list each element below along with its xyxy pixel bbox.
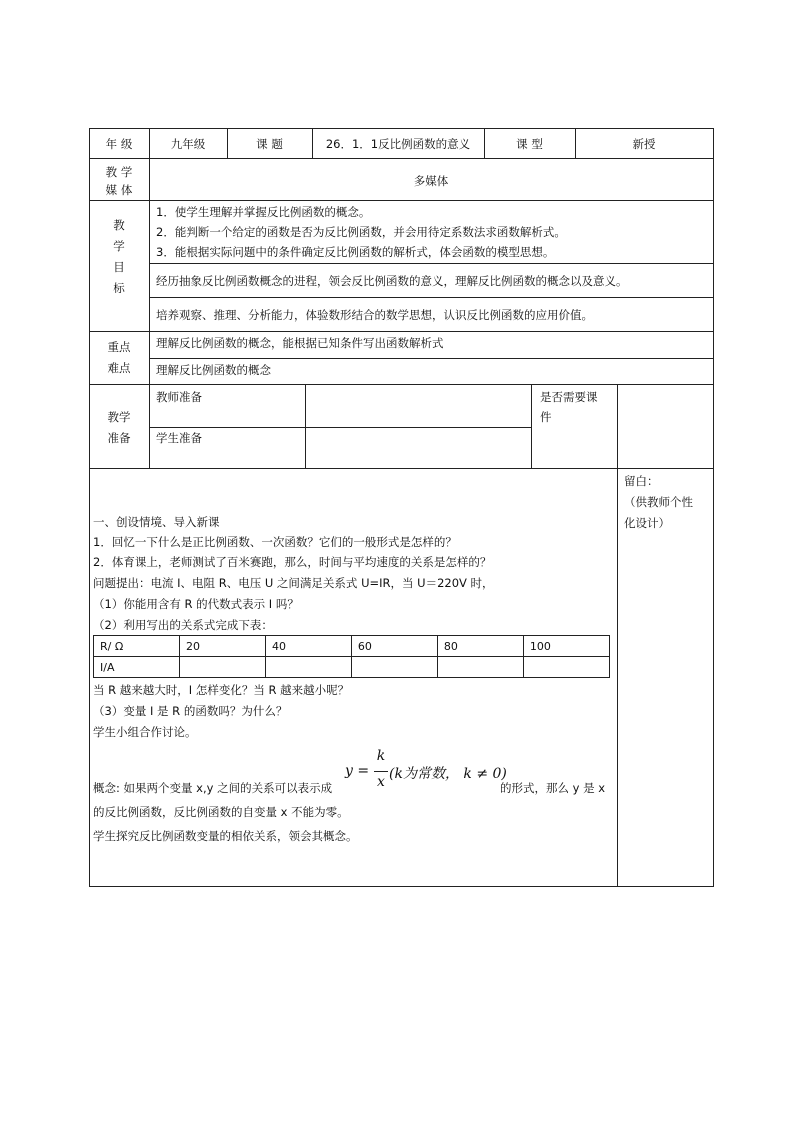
concept-text: 的反比例函数，反比例函数的自变量 x 不能为零。 (93, 805, 349, 819)
rule (89, 200, 714, 201)
key-point: 理解反比例函数的概念，能根据已知条件写出函数解析式 (156, 336, 444, 350)
sub-question-3: （3）变量 I 是 R 的函数吗？为什么？ (93, 704, 288, 718)
type-label: 课 型 (516, 137, 543, 151)
formula-condition: (k为常数， k ≠ 0) (389, 766, 507, 782)
grade-label: 年 级 (105, 137, 133, 151)
goal-process: 经历抽象反比例函数概念的进程，领会反比例函数的意义，理解反比例函数的概念以及意义。 (156, 274, 628, 288)
goal-attitude: 培养观察、推理、分析能力，体验数形结合的数学思想，认识反比例函数的应用价值。 (156, 308, 593, 322)
rule (89, 468, 714, 469)
table-cell (437, 657, 523, 678)
formula-numerator: k (376, 748, 386, 764)
goals-label: 教 (113, 218, 125, 232)
rule (617, 384, 618, 468)
fraction-bar (374, 771, 388, 772)
table-cell (179, 657, 265, 678)
rule (531, 384, 532, 468)
question-2: 2．体育课上，老师测试了百米赛跑，那么，时间与平均速度的关系是怎样的？ (93, 555, 492, 569)
rule (89, 158, 714, 159)
teacher-prep-label: 教师准备 (156, 390, 202, 404)
topic-value: 26．1．1反比例函数的意义 (325, 137, 471, 151)
goal-knowledge-2: 2．能判断一个给定的函数是否为反比例函数，并会用待定系数法求函数解析式。 (156, 225, 566, 239)
grade-value: 九年级 (170, 137, 206, 151)
goal-knowledge-3: 3．能根据实际问题中的条件确定反比例函数的解析式，体会函数的模型思想。 (156, 245, 555, 259)
section-heading: 一、创设情境、导入新课 (93, 515, 220, 529)
notes-text: 化设计） (624, 516, 670, 530)
courseware-question: 是否需要课 (540, 390, 598, 404)
explore-note: 学生探究反比例函数变量的相依关系，领会其概念。 (93, 829, 358, 843)
rule (149, 427, 531, 428)
rule (149, 297, 714, 298)
formula-denominator: x (377, 774, 385, 790)
concept-text: 概念: 如果两个变量 x,y 之间的关系可以表示成 (93, 781, 333, 795)
table-cell: 20 (179, 636, 265, 657)
table-cell: 40 (265, 636, 351, 657)
table-cell (523, 657, 609, 678)
discussion-note: 学生小组合作讨论。 (93, 725, 197, 739)
topic-label: 课 题 (256, 137, 283, 151)
prep-label: 准备 (107, 431, 131, 445)
student-prep-label: 学生准备 (156, 431, 202, 445)
table-cell (265, 657, 351, 678)
resistance-current-table (93, 635, 610, 678)
rule (89, 384, 714, 385)
goals-label: 标 (113, 281, 125, 295)
media-value: 多媒体 (413, 174, 449, 188)
rule (305, 384, 306, 468)
table-row (94, 636, 610, 657)
rule (713, 128, 714, 887)
table-cell: 100 (523, 636, 609, 657)
after-table-question: 当 R 越来越大时，I 怎样变化？当 R 越来越小呢？ (93, 683, 350, 697)
lesson-plan-table (89, 128, 714, 887)
table-cell: R/ Ω (94, 636, 180, 657)
sub-question-2: （2）利用写出的关系式完成下表： (93, 618, 273, 632)
rule (149, 358, 714, 359)
table-cell (351, 657, 437, 678)
formula-y: y = (345, 763, 370, 779)
sub-question-1: （1）你能用含有 R 的代数式表示 I 吗？ (93, 597, 299, 611)
rule (617, 468, 618, 886)
keypoints-label: 难点 (107, 361, 131, 375)
rule (89, 128, 714, 129)
difficult-point: 理解反比例函数的概念 (156, 363, 271, 377)
notes-title: 留白： (624, 474, 659, 488)
type-value: 新授 (632, 137, 656, 151)
keypoints-label: 重点 (107, 340, 131, 354)
rule (89, 331, 714, 332)
goals-label: 学 (113, 239, 125, 253)
goals-label: 目 (113, 260, 125, 274)
rule (149, 263, 714, 264)
table-cell: I/A (94, 657, 180, 678)
media-label: 教 学 (105, 165, 133, 179)
notes-text: （供教师个性 (624, 495, 693, 509)
rule (89, 886, 714, 887)
concept-text: 的形式，那么 y 是 x (500, 781, 606, 795)
problem-statement: 问题提出：电流 I、电阻 R、电压 U 之间满足关系式 U=IR，当 U＝220V 时， (93, 576, 494, 590)
prep-label: 教学 (107, 410, 131, 424)
courseware-question: 件 (540, 410, 552, 424)
question-1: 1．回忆一下什么是正比例函数、一次函数？它们的一般形式是怎样的？ (93, 535, 457, 549)
goal-knowledge-1: 1．使学生理解并掌握反比例函数的概念。 (156, 205, 371, 219)
table-cell: 60 (351, 636, 437, 657)
table-row (94, 657, 610, 678)
media-label: 媒 体 (105, 183, 133, 197)
table-cell: 80 (437, 636, 523, 657)
